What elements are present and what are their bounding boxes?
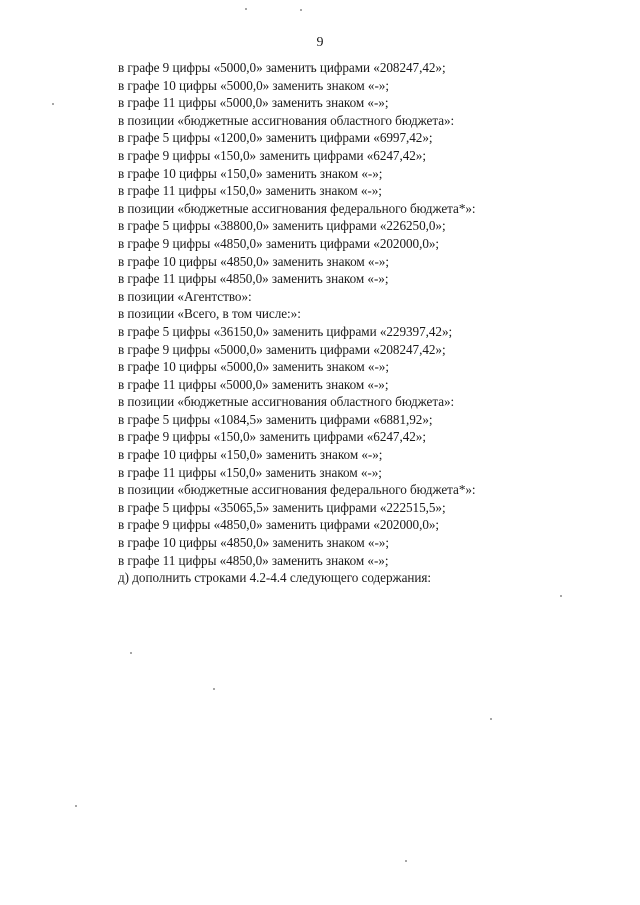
text-line: в графе 5 цифры «36150,0» заменить цифрами «229397,42»; xyxy=(118,323,453,339)
scan-speck xyxy=(405,860,407,862)
text-line: в позиции «бюджетные ассигнования федерального бюджета*»: xyxy=(118,200,476,216)
text-line: в графе 9 цифры «4850,0» заменить цифрами «202000,0»; xyxy=(118,517,440,533)
scan-speck xyxy=(130,652,132,654)
text-line: в графе 10 цифры «5000,0» заменить знаком «-»; xyxy=(118,359,389,375)
text-line: в графе 9 цифры «5000,0» заменить цифрами «208247,42»; xyxy=(118,60,446,75)
text-line: в графе 10 цифры «150,0» заменить знаком «-»; xyxy=(118,165,383,181)
text-line: в графе 5 цифры «1084,5» заменить цифрами «6881,92»; xyxy=(118,411,433,427)
text-line: в графе 11 цифры «150,0» заменить знаком «-»; xyxy=(118,183,382,199)
scan-speck xyxy=(490,718,492,720)
amendment-text xyxy=(118,59,598,587)
text-line: в графе 10 цифры «4850,0» заменить знаком «-»; xyxy=(118,253,389,269)
scan-speck xyxy=(75,805,77,807)
scan-speck xyxy=(560,595,562,597)
scan-speck xyxy=(52,103,54,105)
text-line: в графе 9 цифры «150,0» заменить цифрами «6247,42»; xyxy=(118,429,426,445)
text-line: в позиции «бюджетные ассигнования областного бюджета»: xyxy=(118,112,455,128)
text-line: в графе 9 цифры «4850,0» заменить цифрами «202000,0»; xyxy=(118,235,440,251)
text-line: в графе 5 цифры «38800,0» заменить цифрами «226250,0»; xyxy=(118,218,446,234)
text-line: в графе 5 цифры «1200,0» заменить цифрами «6997,42»; xyxy=(118,130,433,146)
text-line: в графе 9 цифры «150,0» заменить цифрами «6247,42»; xyxy=(118,147,426,163)
text-line: в графе 11 цифры «4850,0» заменить знаком «-»; xyxy=(118,552,389,568)
scan-speck xyxy=(213,688,215,690)
text-line: в графе 10 цифры «4850,0» заменить знаком «-»; xyxy=(118,535,389,551)
text-line: в графе 9 цифры «5000,0» заменить цифрами «208247,42»; xyxy=(118,341,446,357)
text-line: в графе 10 цифры «150,0» заменить знаком «-»; xyxy=(118,447,383,463)
text-line: в графе 11 цифры «5000,0» заменить знаком «-»; xyxy=(118,376,389,392)
text-line: в позиции «Всего, в том числе:»: xyxy=(118,306,301,322)
text-line: в позиции «Агентство»: xyxy=(118,288,252,304)
text-line: в графе 11 цифры «150,0» заменить знаком «-»; xyxy=(118,464,382,480)
text-line: д) дополнить строками 4.2-4.4 следующего содержания: xyxy=(118,570,432,586)
page-number: 9 xyxy=(316,35,324,50)
text-line: в графе 5 цифры «35065,5» заменить цифрами «222515,5»; xyxy=(118,499,446,515)
scan-speck xyxy=(245,8,247,10)
text-line: в графе 11 цифры «5000,0» заменить знаком «-»; xyxy=(118,95,389,111)
text-line: в позиции «бюджетные ассигнования федерального бюджета*»: xyxy=(118,482,476,498)
text-line: в графе 11 цифры «4850,0» заменить знаком «-»; xyxy=(118,271,389,287)
text-line: в позиции «бюджетные ассигнования областного бюджета»: xyxy=(118,394,455,410)
scan-speck xyxy=(300,9,302,11)
text-line: в графе 10 цифры «5000,0» заменить знаком «-»; xyxy=(118,77,389,93)
